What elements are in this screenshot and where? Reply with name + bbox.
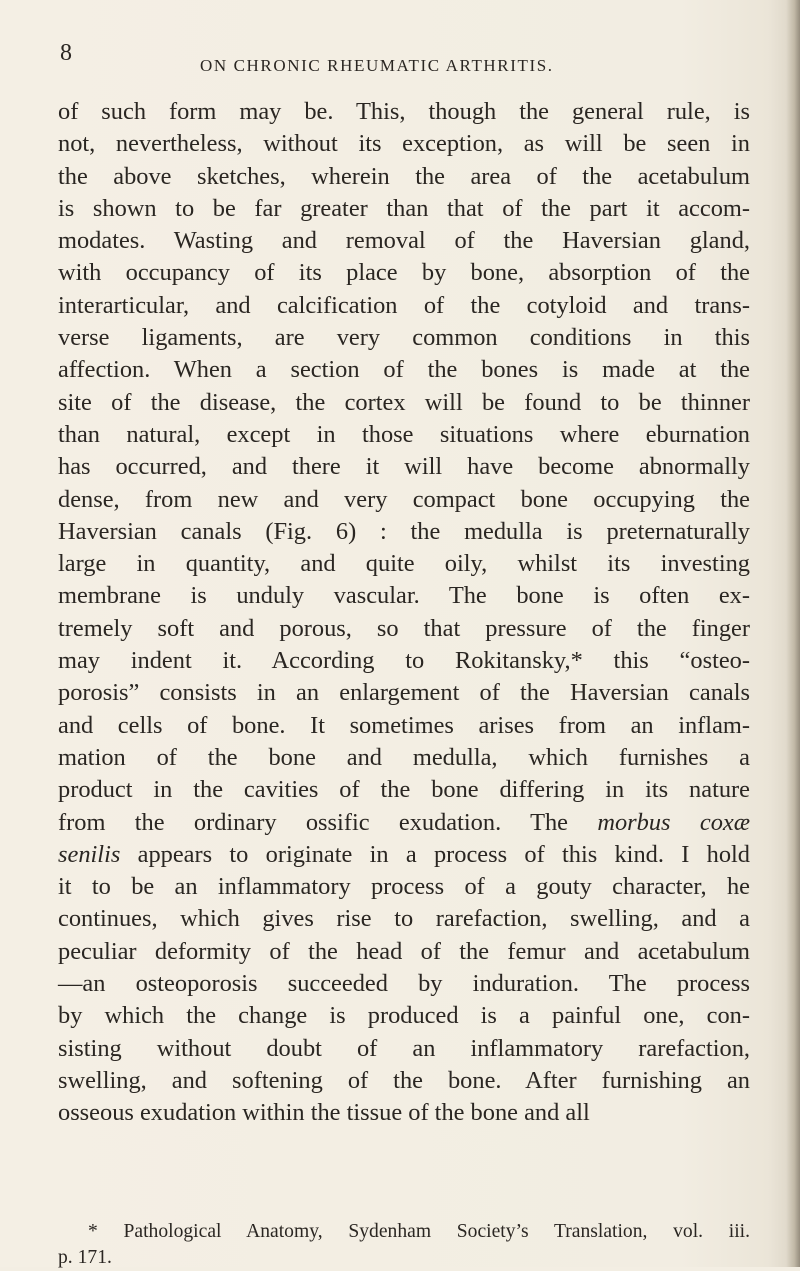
page-header bbox=[60, 40, 750, 82]
text-line: swelling, and softening of the bone. After furnishing an bbox=[58, 1066, 750, 1094]
italic-term: senilis bbox=[58, 840, 121, 868]
running-head: ON CHRONIC RHEUMATIC ARTHRITIS. bbox=[200, 56, 554, 75]
text-line: by which the change is produced is a painful one, con- bbox=[58, 1002, 750, 1030]
text-line: has occurred, and there it will have become abnormally bbox=[58, 453, 750, 481]
text-line: affection. When a section of the bones is made at the bbox=[58, 356, 750, 384]
text-line-with-italic bbox=[58, 807, 750, 839]
footnote-line: * Pathological Anatomy, Sydenham Society’s Translation, vol. iii. bbox=[88, 1221, 750, 1242]
text-line: —an osteoporosis succeeded by induration. The process bbox=[58, 970, 750, 998]
text-line: with occupancy of its place by bone, absorption of the bbox=[58, 259, 750, 287]
page-edge-shadow bbox=[786, 0, 800, 1267]
text-line: site of the disease, the cortex will be found to be thinner bbox=[58, 388, 750, 416]
text-line: modates. Wasting and removal of the Haversian gland, bbox=[58, 227, 750, 255]
text-line: Haversian canals (Fig. 6) : the medulla is preternaturally bbox=[58, 517, 750, 545]
footnote bbox=[58, 1219, 750, 1271]
page-number: 8 bbox=[60, 40, 72, 66]
text-line: mation of the bone and medulla, which furnishes a bbox=[58, 743, 750, 771]
text-line: it to be an inflammatory process of a gouty character, he bbox=[58, 873, 750, 901]
text-line: membrane is unduly vascular. The bone is often ex- bbox=[58, 582, 750, 610]
text-line: verse ligaments, are very common conditions in this bbox=[58, 324, 750, 352]
text-line: may indent it. According to Rokitansky,* this “osteo- bbox=[58, 647, 750, 675]
text-line: product in the cavities of the bone differing in its nature bbox=[58, 776, 750, 804]
text-line: and cells of bone. It sometimes arises from an inflam- bbox=[58, 711, 750, 739]
text-segment: from the ordinary ossific exudation. The bbox=[58, 808, 568, 836]
text-line: the above sketches, wherein the area of the acetabulum bbox=[58, 162, 750, 190]
text-line: porosis” consists in an enlargement of the Haversian canals bbox=[58, 679, 750, 707]
text-line: is shown to be far greater than that of the part it accom- bbox=[58, 194, 750, 222]
text-line: of such form may be. This, though the general rule, is bbox=[58, 98, 750, 125]
text-line: large in quantity, and quite oily, whilst its investing bbox=[58, 550, 750, 578]
text-line: tremely soft and porous, so that pressure of the finger bbox=[58, 614, 750, 642]
text-line: osseous exudation within the tissue of the bone and all bbox=[58, 1099, 590, 1127]
text-line: than natural, except in those situations where eburnation bbox=[58, 420, 750, 448]
body-text bbox=[58, 96, 750, 1130]
italic-term: morbus coxæ bbox=[597, 808, 750, 836]
text-line: not, nevertheless, without its exception, as will be seen in bbox=[58, 130, 750, 158]
text-line: peculiar deformity of the head of the femur and acetabulum bbox=[58, 937, 750, 965]
text-segment: appears to originate in a process of this kind. I hold bbox=[137, 840, 750, 868]
text-line: interarticular, and calcification of the cotyloid and trans- bbox=[58, 291, 750, 319]
text-line-with-italic bbox=[58, 839, 750, 871]
text-line: dense, from new and very compact bone occupying the bbox=[58, 485, 750, 513]
text-line: continues, which gives rise to rarefaction, swelling, and a bbox=[58, 905, 750, 933]
footnote-line: p. 171. bbox=[58, 1247, 112, 1268]
text-line: sisting without doubt of an inflammatory rarefaction, bbox=[58, 1034, 750, 1062]
